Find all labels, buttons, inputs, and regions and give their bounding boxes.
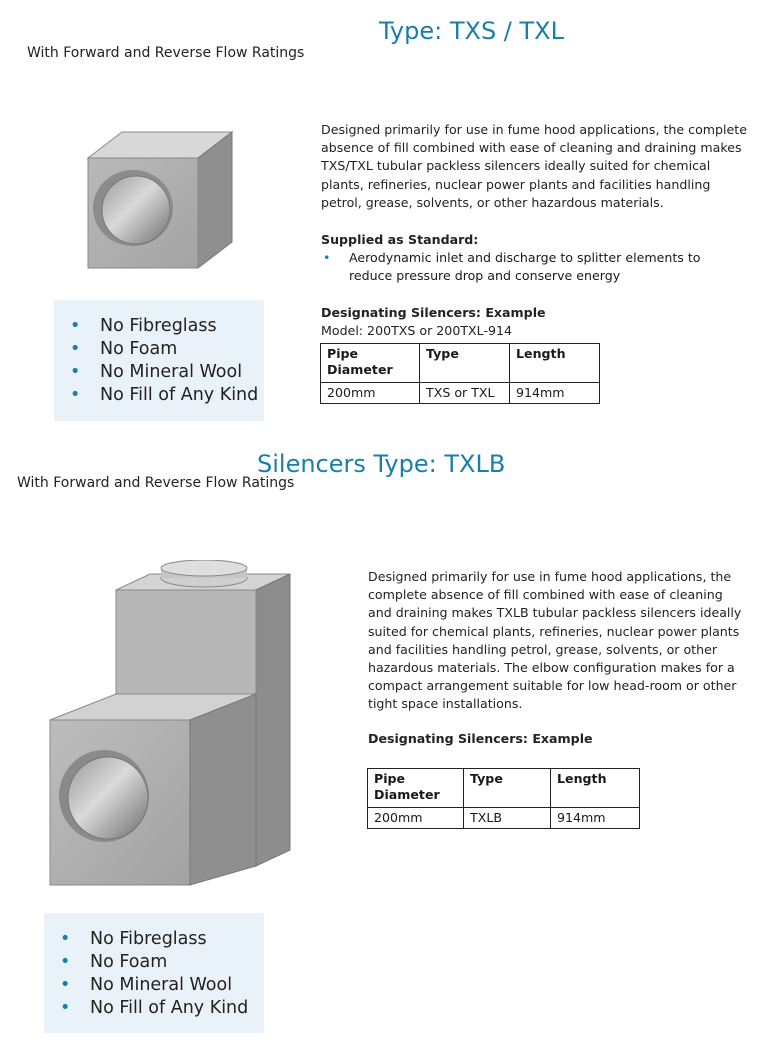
bullet-icon: •: [60, 952, 71, 972]
table-cell: 914mm: [510, 383, 600, 404]
table-cell: 200mm: [368, 808, 464, 829]
bullet-icon: •: [60, 929, 71, 949]
txs-silencer-illustration: [80, 128, 240, 273]
supplied-heading: Supplied as Standard:: [321, 232, 479, 247]
table-cell: 200mm: [321, 383, 420, 404]
txlb-elbow-silencer-illustration: [40, 560, 300, 890]
section1-description: Designed primarily for use in fume hood applications, the complete absence of fill combined with ease of cleaning and draining makes TXS/TXL tubular packless silencers ideally suited for chemical plants, refineries, nuclear power plants and facilities handling petrol, grease, solvents, or other hazardous materials.: [321, 122, 747, 210]
bullet-icon: •: [70, 385, 81, 405]
table-header-cell: Pipe Diameter: [368, 769, 464, 808]
bullet-icon: •: [70, 362, 81, 382]
table-header-cell: Length: [551, 769, 640, 808]
section1-subtitle: With Forward and Reverse Flow Ratings: [27, 45, 305, 61]
section1-designating-heading: Designating Silencers: Example: [321, 305, 546, 320]
table-cell: 914mm: [551, 808, 640, 829]
table-cell: TXLB: [464, 808, 551, 829]
table-header-cell: Type: [464, 769, 551, 808]
section1-title: Type: TXS / TXL: [379, 17, 564, 45]
bullet-icon: •: [70, 316, 81, 336]
section1-no-fill-panel: [54, 300, 264, 421]
no-list-item: • No Mineral Wool: [60, 975, 233, 995]
table-row: [321, 383, 600, 404]
table-header-cell: Type: [420, 344, 510, 383]
bullet-icon: •: [60, 998, 71, 1018]
section2-title: Silencers Type: TXLB: [257, 450, 506, 478]
section2-designating-heading: Designating Silencers: Example: [368, 731, 593, 746]
supplied-list-item: • Aerodynamic inlet and discharge to splitter elements to reduce pressure drop and conserve energy: [321, 249, 741, 285]
section2-subtitle: With Forward and Reverse Flow Ratings: [17, 475, 295, 491]
table-header-cell: Length: [510, 344, 600, 383]
table-header-cell: Pipe Diameter: [321, 344, 420, 383]
table-row: [368, 808, 640, 829]
no-list-item: • No Fill of Any Kind: [70, 385, 259, 405]
section2-no-fill-panel: [44, 913, 264, 1033]
bullet-icon: •: [323, 250, 331, 265]
model-line: Model: 200TXS or 200TXL-914: [321, 323, 513, 338]
no-list-item: • No Fibreglass: [60, 929, 207, 949]
section2-spec-table: [367, 768, 640, 829]
bullet-icon: •: [70, 339, 81, 359]
no-list-item: • No Foam: [70, 339, 178, 359]
no-list-item: • No Mineral Wool: [70, 362, 243, 382]
table-header-row: [368, 769, 640, 808]
section1-spec-table: [320, 343, 600, 404]
bullet-icon: •: [60, 975, 71, 995]
table-cell: TXS or TXL: [420, 383, 510, 404]
no-list-item: • No Fill of Any Kind: [60, 998, 249, 1018]
no-list-item: • No Fibreglass: [70, 316, 217, 336]
section2-description: Designed primarily for use in fume hood applications, the complete absence of fill combined with ease of cleaning and draining makes TXLB tubular packless silencers ideally suited for chemical plants, refineries, nuclear power plants and facilities handling petrol, grease, solvents, or other hazardous materials. The elbow configuration makes for a compact arrangement suitable for low head-room or other tight space installations.: [368, 569, 742, 712]
no-list-item: • No Foam: [60, 952, 168, 972]
table-header-row: [321, 344, 600, 383]
